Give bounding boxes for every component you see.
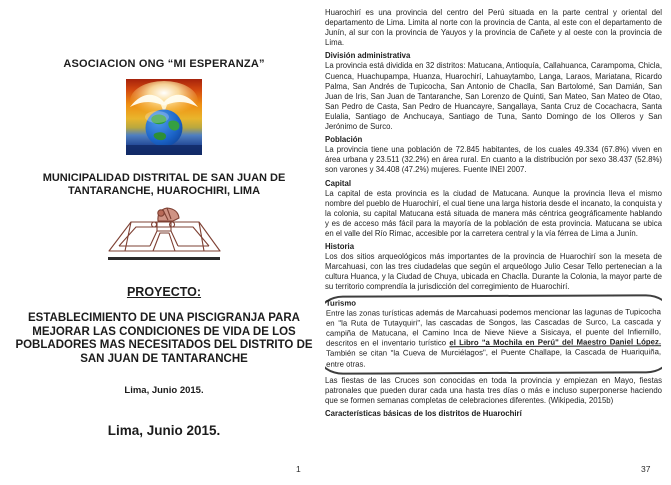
project-title: ESTABLECIMIENTO DE UNA PISCIGRANJA PARA MEJORAR LAS CONDICIONES DE VIDA DE LOS POBLADORES MAS NECESITADOS DEL DISTRITO DE SAN JUAN DE TANTARANCHE: [15, 312, 313, 365]
content-page: [325, 8, 662, 478]
division-paragraph: La provincia está dividida en 32 distritos: Matucana, Antioquía, Callahuanca, Carampoma, Chicla, Cuenca, Huachupampa, Huanza, Huarochirí, Lahuaytambo, Langa, Laraos, Mariatana, Ricardo Palma, San Andrés de Tupicocha, San Antonio de Chaclla, San Bartolomé, San Damián, San Juan de Iris, San Juan de Tantaranche, San Lorenzo de Quinti, San Mateo, San Mateo de Otao, San Pedro de Casta, San Pedro de Huancayre, Sangallaya, Santa Cruz de Cocachacra, Santa Eulalia, Santiago de Anchucaya, Santiago de Tuna, Santo Domingo de los Olleros y San Jerónimo de Surco.: [325, 61, 662, 132]
ruins-emblem-icon: [105, 205, 223, 255]
left-page-number: 1: [296, 464, 301, 474]
date-line-large: Lima, Junio 2015.: [107, 423, 221, 438]
right-page-number: 37: [641, 464, 651, 474]
project-label: PROYECTO:: [126, 285, 202, 299]
municipality-title: MUNICIPALIDAD DISTRITAL DE SAN JUAN DE TANTARANCHE, HUAROCHIRI, LIMA: [42, 172, 286, 197]
turismo-bold-book-reference: el Libro "a Mochila en Perú" del Maestro Daniel López.: [449, 337, 662, 348]
org-name-title: ASOCIACION ONG “MI ESPERANZA”: [63, 58, 265, 70]
cover-page: [8, 0, 320, 485]
intro-paragraph: Huarochirí es una provincia del centro del Perú situada en la parte central y oriental del departamento de Lima. Limita al norte con la provincia de Canta, al este con el departamento de Junín, al sur con la provincia de Yauyos y la provincia de Cañete y al oeste con la provincia de Lima.: [325, 8, 662, 48]
turismo-text-after: También se citan "la Cueva de Murciélagos", el Puente Challape, la Cascada de Huariquiña, entre otras.: [326, 347, 662, 368]
fiestas-paragraph: Las fiestas de las Cruces son conocidas en toda la provincia y empiezan en Mayo, fiestas patronales que pueden durar cada una hasta tres días o más e incluso superponerse haciendo que se formen semanas completas de celebraciones diferentes. (Wikipedia, 2015b): [325, 376, 662, 406]
historia-paragraph: Los dos sitios arqueológicos más importantes de la provincia de Huarochirí son la meseta de Marcahuasi, con las tres ciudadelas que según el arqueólogo Julio Cesar Tello pertenecian a la cultura Huanca, y la Ciudad de Chuya, ubicada en Chaclla. Durante la Colonia, la mayor parte de su territorio comprendía la jurisdicción del corregimiento de Huarochirí.: [325, 252, 662, 292]
dove-earth-logo-icon: [126, 79, 202, 155]
poblacion-paragraph: La provincia tiene una población de 72.845 habitantes, de los cuales 49.334 (67.8%) viven en área urbana y 23.511 (32.2%) en área rural. En cuanto a la distribución por sexo 38.437 (52.8%) son varones y 34.408 (47.2%) mujeres. Fuente INEI 2007.: [325, 145, 662, 175]
turismo-paragraph: [326, 307, 661, 369]
date-line-small: Lima, Junio 2015.: [124, 385, 204, 396]
municipal-emblem-icon: [105, 205, 223, 255]
turismo-text-before: Entre las zonas turísticas además de Marcahuasi podemos mencionar las lagunas de Tupicocha en "la Ruta de Tutayquiri", las cascadas de Songos, las Cascadas de Surco, La cascada y campiña de Matucana, el Camino Inca de Nieve Nieve a Sisicaya, el puente del Infiernillo, descritos en el inventario turístico: [325, 306, 662, 348]
capital-heading: Capital: [325, 178, 351, 188]
turismo-heading: Turismo: [325, 298, 357, 308]
esperanza-logo-icon: [126, 79, 202, 155]
turismo-highlight-oval: [325, 294, 662, 374]
caracteristicas-heading: Características básicas de los distritos de Huarochirí: [325, 409, 522, 419]
capital-paragraph: La capital de esta provincia es la ciudad de Matucana. Aunque la provincia lleva el mismo nombre del pueblo de Huarochirí, el cual tiene una larga historia desde el incanato, la conquista y la colonia, su capital Matucana está situada de manera más céntrica geográficamente hablando y es de acceso más fácil para la mayoría de la población de esta provincia. Matucana se ubica en el valle del Río Rimac, accesible por la carretera central y la vía férrea de Lima a Junín.: [325, 188, 662, 238]
division-heading: División administrativa: [325, 51, 411, 61]
poblacion-heading: Población: [325, 135, 363, 145]
emblem-underline-divider: [108, 257, 220, 260]
historia-heading: Historia: [325, 242, 355, 252]
